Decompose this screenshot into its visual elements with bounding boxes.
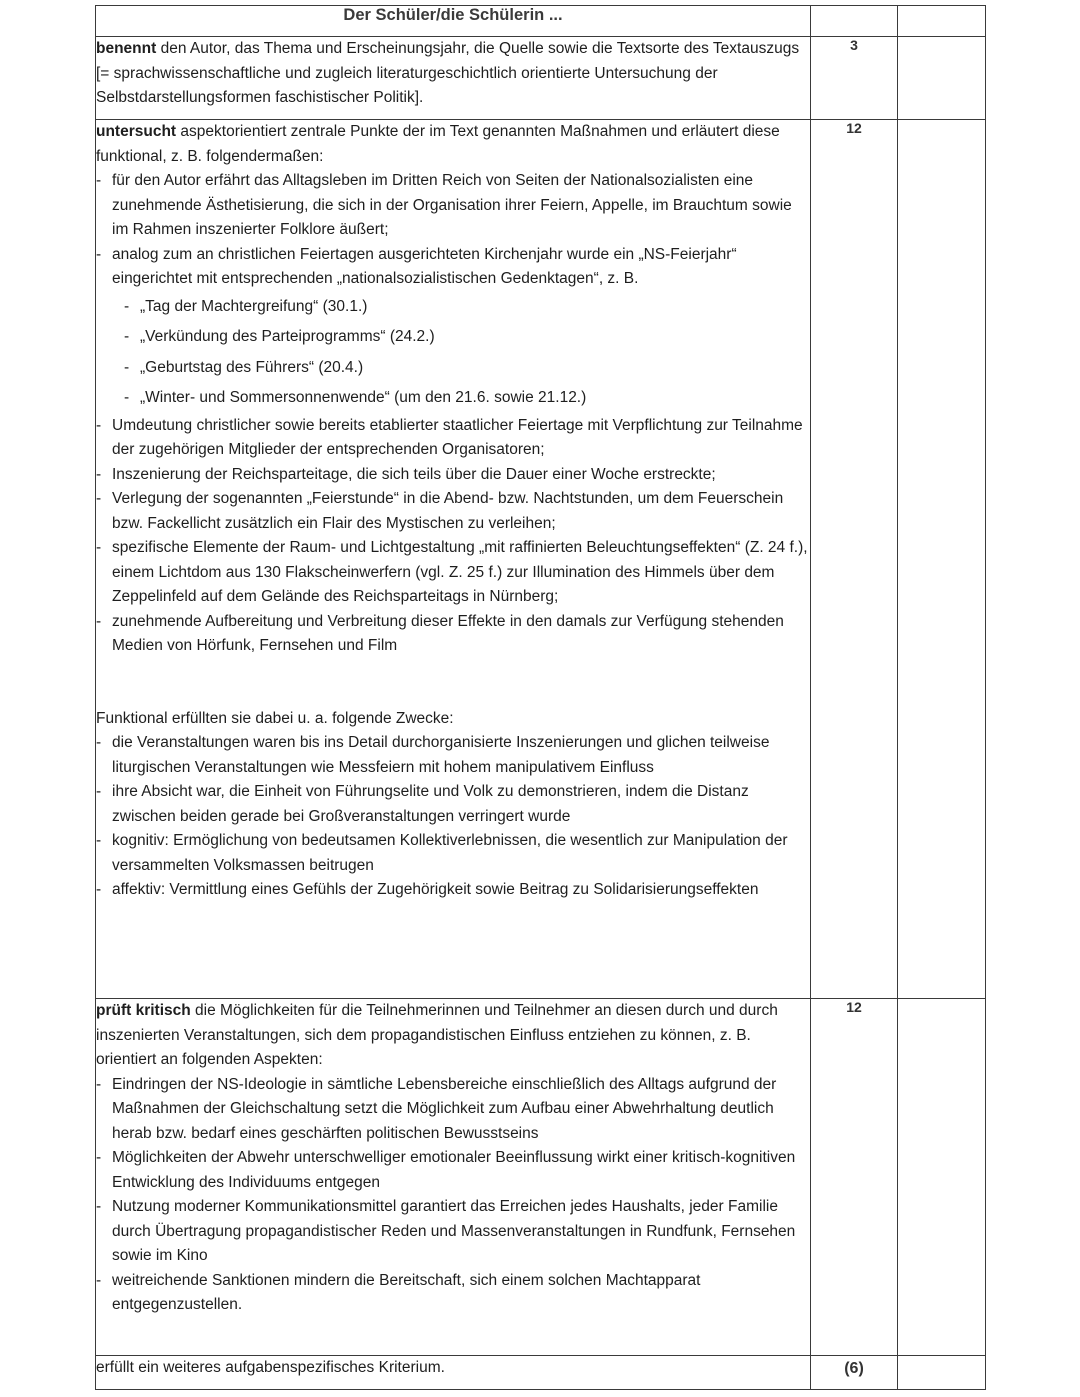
score-cell [898, 120, 986, 999]
max-points: 12 [811, 999, 898, 1356]
memorial-days-list [96, 292, 810, 414]
list-item: - ihre Absicht war, die Einheit von Führungselite und Volk zu demonstrieren, indem die Distanz zwischen beiden gerade bei Großveranstaltungen verringert wurde [96, 780, 810, 829]
points-header-cell [811, 6, 898, 37]
sub-list-item: - „Verkündung des Parteiprogramms“ (24.2.) [124, 322, 810, 353]
criterion-row [96, 37, 986, 120]
grading-sheet [95, 5, 985, 1393]
criterion-description: aspektorientiert zentrale Punkte der im Text genannten Maßnahmen und erläutert diese funktional, z. B. folgendermaßen: [96, 123, 780, 165]
measures-list [96, 169, 810, 292]
criterion-description: die Möglichkeiten für die Teilnehmerinnen und Teilnehmer an diesen durch und durch inszenierten Veranstaltungen, sich dem propagandistischen Einfluss entziehen zu können, z. B. orientiert an folgenden Aspekten: [96, 1002, 778, 1068]
list-item: - Inszenierung der Reichsparteitage, die sich teils über die Dauer einer Woche erstreckte; [96, 463, 810, 488]
list-item: - für den Autor erfährt das Alltagsleben im Dritten Reich von Seiten der Nationalsozialisten eine zunehmende Ästhetisierung, die sich in der Organisation ihrer Feiern, Appelle, im Brauchtum sowie im Rahmen inszenierter Folklore äußert; [96, 169, 810, 243]
criterion-description: den Autor, das Thema und Erscheinungsjahr, die Quelle sowie die Textsorte des Textauszugs [= sprachwissenschaftliche und zugleich literaturgeschichtlich orientierte Untersuchung der Selbstdarstellungsformen faschistischer Politik]. [96, 40, 800, 106]
list-item: - analog zum an christlichen Feiertagen ausgerichteten Kirchenjahr wurde ein „NS-Feierjahr“ eingerichtet mit entsprechenden „nationalsozialistischen Gedenktagen“, z. B. [96, 243, 810, 292]
criterion-verb: benennt [96, 40, 157, 57]
criteria-table [95, 5, 986, 1390]
score-cell [898, 999, 986, 1356]
list-item: - zunehmende Aufbereitung und Verbreitung dieser Effekte in den damals zur Verfügung stehenden Medien von Hörfunk, Fernsehen und Film [96, 610, 810, 659]
criterion-row [96, 999, 986, 1356]
list-item: - Umdeutung christlicher sowie bereits etablierter staatlicher Feiertage mit Verpflichtung zur Teilnahme der zugehörigen Mitglieder der entsprechenden Organisatoren; [96, 414, 810, 463]
list-item: - Eindringen der NS-Ideologie in sämtliche Lebensbereiche einschließlich des Alltags aufgrund der Maßnahmen der Gleichschaltung setzt die Möglichkeit zum Aufbau einer Abwehrhaltung deutlich herab bzw. bedarf eines geschärften politischen Bewusstseins [96, 1073, 810, 1147]
list-item: - affektiv: Vermittlung eines Gefühls der Zugehörigkeit sowie Beitrag zu Solidarisierungseffekten [96, 878, 810, 903]
aspects-list [96, 1073, 810, 1318]
criterion-text [96, 999, 811, 1356]
score-header-cell [898, 6, 986, 37]
criterion-text [96, 120, 811, 999]
sub-list-item: - „Winter- und Sommersonnenwende“ (um den 21.6. sowie 21.12.) [124, 383, 810, 414]
function-list [96, 731, 810, 903]
criterion-verb: prüft kritisch [96, 1002, 191, 1019]
criterion-row [96, 120, 986, 999]
sub-list-item: - „Tag der Machtergreifung“ (30.1.) [124, 292, 810, 323]
criterion-text: erfüllt ein weiteres aufgabenspezifisches Kriterium. [96, 1356, 811, 1390]
score-cell [898, 1356, 986, 1390]
list-item: - kognitiv: Ermöglichung von bedeutsamen Kollektiverlebnissen, die wesentlich zur Manipulation der versammelten Volksmassen beitrugen [96, 829, 810, 878]
list-item: - spezifische Elemente der Raum- und Lichtgestaltung „mit raffinierten Beleuchtungseffekten“ (Z. 24 f.), einem Lichtdom aus 130 Flakscheinwerfern (vgl. Z. 25 f.) zur Illumination des Himmels über dem Zeppelinfeld auf dem Gelände des Reichsparteitags in Nürnberg; [96, 536, 810, 610]
sub-list-item: - „Geburtstag des Führers“ (20.4.) [124, 353, 810, 384]
max-points: (6) [811, 1356, 898, 1390]
list-item: - Möglichkeiten der Abwehr unterschwelliger emotionaler Beeinflussung wirkt einer kritisch-kognitiven Entwicklung des Individuums entgegen [96, 1146, 810, 1195]
list-item: - die Veranstaltungen waren bis ins Detail durchorganisierte Inszenierungen und glichen teilweise liturgischen Veranstaltungen wie Messfeiern mit hohem manipulativem Einfluss [96, 731, 810, 780]
list-item: - Verlegung der sogenannten „Feierstunde“ in die Abend- bzw. Nachtstunden, um dem Feuerschein bzw. Fackellicht zusätzlich ein Flair des Mystischen zu verleihen; [96, 487, 810, 536]
list-item: - Nutzung moderner Kommunikationsmittel garantiert das Erreichen jedes Haushalts, jeder Familie durch Übertragung propagandistischer Reden und Massenveranstaltungen in Rundfunk, Fernsehen sowie im Kino [96, 1195, 810, 1269]
criterion-text [96, 37, 811, 120]
max-points: 3 [811, 37, 898, 120]
criterion-row [96, 1356, 986, 1390]
list-item: - weitreichende Sanktionen mindern die Bereitschaft, sich einem solchen Machtapparat entgegenzustellen. [96, 1269, 810, 1318]
score-cell [898, 37, 986, 120]
max-points: 12 [811, 120, 898, 999]
function-intro: Funktional erfüllten sie dabei u. a. folgende Zwecke: [96, 709, 454, 727]
criterion-verb: untersucht [96, 123, 177, 140]
measures-list-continued [96, 414, 810, 659]
header-row [96, 6, 986, 37]
column-header: Der Schüler/die Schülerin ... [96, 6, 811, 37]
